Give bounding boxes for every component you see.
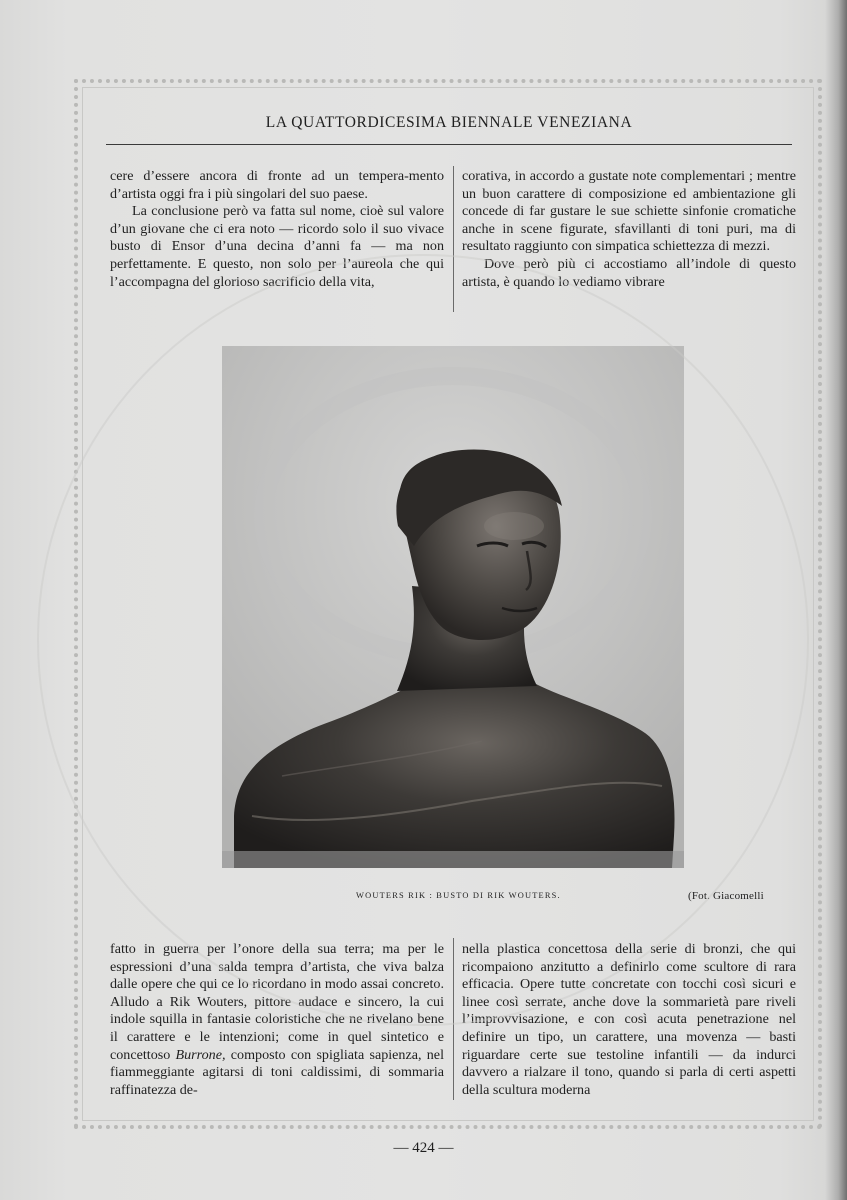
bottom-right-paragraph: nella plastica concettosa della serie di bronzi, che qui ricompaiono anzitutto a definirlo come scultore di rara efficacia. Opere tutte concretate con tocchi così sicuri e linee così serrate, anche dove la sommarietà pare riveli l’improvvisazione, e con così acuta penetrazione nel definire un tipo, un carattere, una movenza — basti riguardare certe sue testoline infantili — da indurci davvero a rialzare il tono, quando si parla di certi aspetti della scultura moderna [462,941,796,1098]
bottom-left-column [110,941,444,1099]
page-number: — 424 — [393,1140,454,1156]
top-left-column [110,168,444,291]
column-divider-bottom [453,938,454,1100]
top-right-column [462,168,796,291]
bottom-left-paragraph [110,941,444,1099]
bust-photograph [222,346,684,868]
bronze-bust-illustration [222,346,684,868]
running-head-rule [106,144,792,145]
column-divider-top [453,166,454,312]
top-right-paragraph-2: Dove però più ci accostiamo all’indole di questo artista, è quando lo vediamo vibrare [462,255,796,290]
bottom-right-column [462,941,796,1099]
figure-caption: WOUTERS RIK : BUSTO DI RIK WOUTERS. [356,891,561,900]
artwork-title: Burrone, [175,1046,226,1063]
top-left-paragraph-2: La conclusione però va fatta sul nome, cioè sul valore d’un giovane che ci era noto — ricordo solo il suo vivace busto di Ensor d’una decina d’anni fa — ma non perfettamente. E questo, non solo per l’aureola che qui l’accompagna del glorioso sacrificio della vita, [110,203,444,290]
bottom-left-text-after-title: composto con spigliata sapienza, nel fiammeggiante agitarsi di toni caldissimi, di sommaria raffinatezza de- [110,1046,444,1098]
running-head: LA QUATTORDICESIMA BIENNALE VENEZIANA [265,114,633,131]
top-left-paragraph-1: cere d’essere ancora di fronte ad un tempera-mento d’artista oggi fra i più singolari del suo paese. [110,168,444,202]
photo-credit: (Fot. Giacomelli [688,890,764,902]
book-spine-shadow [825,0,847,1200]
top-right-paragraph-1: corativa, in accordo a gustate note complementari ; mentre un buon carattere di composizione ed ambientazione gli concede di far gustare le sue schiette sinfonie cromatiche anche in scene figurate, sfavillanti di toni puri, ma di resultato raggiunto con simpatica schiettezza di mezzi. [462,168,796,255]
bottom-left-text-before-title: fatto in guerra per l’onore della sua terra; ma per le espressioni d’una salda tempra d’artista, che viva balza dalle opere che qui ce lo ricordano in modo assai concreto. Alludo a Rik Wouters, pittore audace e sincero, la cui indole squilla in fantasie coloristiche che ne rivelano bene il carattere e le intenzioni; come in quel sintetico e concettoso [110,941,444,1063]
